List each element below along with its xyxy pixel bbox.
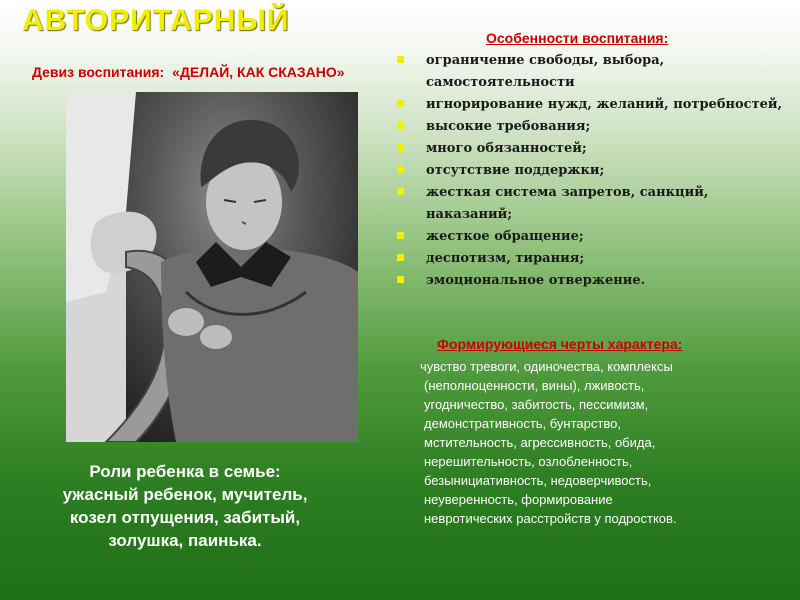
roles-line: золушка, паинька.	[108, 531, 262, 550]
list-item	[396, 270, 791, 292]
list-item	[396, 226, 791, 248]
motto-quote: «ДЕЛАЙ, КАК СКАЗАНО»	[172, 64, 345, 80]
list-item	[396, 160, 791, 182]
traits-line: (неполноценности, вины), лживость,	[424, 378, 645, 393]
roles-line: ужасный ребенок, мучитель,	[62, 485, 308, 504]
list-item	[396, 94, 791, 116]
list-item	[396, 248, 791, 270]
traits-text	[420, 357, 794, 528]
features-list	[396, 50, 791, 292]
feature-text: много обязанностей;	[426, 141, 587, 156]
feature-text: ограничение свободы, выбора, самостоятельности	[426, 53, 665, 90]
traits-line: нерешительность, озлобленность,	[424, 454, 633, 469]
traits-line: чувство тревоги, одиночества, комплексы	[420, 359, 673, 374]
traits-line: безынициативность, недоверчивость,	[424, 473, 652, 488]
features-title: Особенности воспитания:	[486, 30, 669, 46]
list-item	[396, 50, 791, 94]
slide-title: АВТОРИТАРНЫЙ	[22, 4, 290, 37]
square-bullet-icon	[397, 276, 404, 283]
feature-text: жесткая система запретов, санкций, наказаний;	[426, 185, 709, 222]
square-bullet-icon	[397, 122, 404, 129]
photo-boy-with-belt	[66, 92, 358, 442]
feature-text: жесткое обращение;	[426, 229, 584, 244]
square-bullet-icon	[397, 166, 404, 173]
square-bullet-icon	[397, 144, 404, 151]
traits-line: угодничество, забитость, пессимизм,	[424, 397, 649, 412]
traits-line: мстительность, агрессивность, обида,	[424, 435, 656, 450]
motto	[32, 64, 345, 80]
feature-text: эмоциональное отвержение.	[426, 273, 646, 288]
feature-text: игнорирование нужд, желаний, потребностей,	[426, 97, 783, 112]
roles-line: Роли ребенка в семье:	[89, 462, 281, 481]
feature-text: высокие требования;	[426, 119, 591, 134]
list-item	[396, 138, 791, 160]
square-bullet-icon	[397, 56, 404, 63]
list-item	[396, 182, 791, 226]
square-bullet-icon	[397, 254, 404, 261]
traits-line: демонстративность, бунтарство,	[424, 416, 621, 431]
list-item	[396, 116, 791, 138]
traits-line: невротических расстройств у подростков.	[424, 511, 677, 526]
traits-title: Формирующиеся черты характера:	[437, 336, 683, 352]
traits-line: неуверенность, формирование	[424, 492, 613, 507]
square-bullet-icon	[397, 100, 404, 107]
feature-text: отсутствие поддержки;	[426, 163, 605, 178]
square-bullet-icon	[397, 188, 404, 195]
child-roles	[30, 460, 340, 552]
square-bullet-icon	[397, 232, 404, 239]
feature-text: деспотизм, тирания;	[426, 251, 585, 266]
roles-line: козел отпущения, забитый,	[69, 508, 301, 527]
motto-label: Девиз воспитания:	[32, 64, 165, 80]
